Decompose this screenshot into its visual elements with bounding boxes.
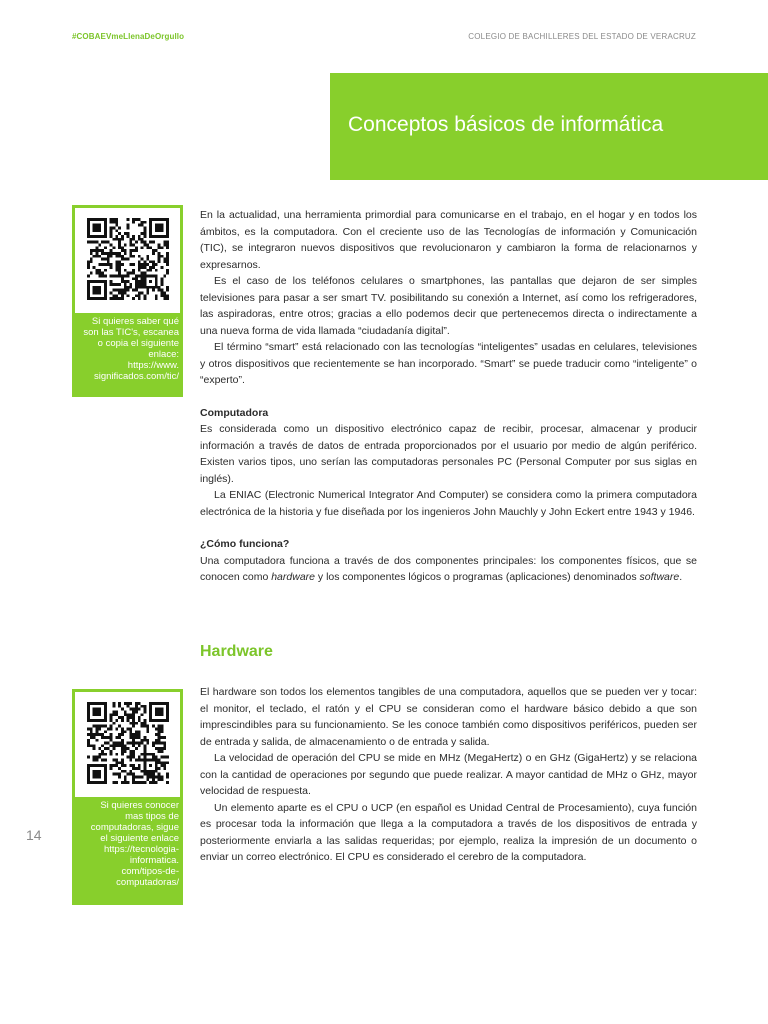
hardware-content — [200, 684, 697, 866]
qr-code-icon — [87, 700, 169, 786]
como-funciona-paragraph: Una computadora funciona a través de dos componentes principales: los componentes físicos, que se conocen como hardware y los componentes lógicos o programas (aplicaciones) denominados software. — [200, 554, 697, 583]
qr-caption-line: Si quieres conocer — [100, 800, 179, 811]
qr-link-text[interactable]: com/tipos-de- — [121, 866, 179, 877]
qr-caption-line: mas tipos de — [125, 811, 179, 822]
page-title: Conceptos básicos de informática — [348, 113, 664, 136]
qr-sidebox-computadoras — [72, 689, 183, 905]
qr-caption-computadoras — [76, 800, 179, 888]
intro-paragraph: El término “smart” está relacionado con las tecnologías “inteligentes” usadas en celulares, televisiones y otros dispositivos que recientemente se han incorporado. “Smart” se puede traducir como “inteligente” o “experto”. — [200, 341, 697, 386]
software-term: software — [639, 571, 680, 583]
qr-link-text[interactable]: https://www. — [127, 360, 179, 371]
hardware-paragraph: El hardware son todos los elementos tangibles de una computadora, aquellos que se pueden ver y tocar: el monitor, el teclado, el ratón y el CPU se consideran como el hardware básico debido a que son imprescindibles para su funcionamiento. Se les conoce también como dispositivos periféricos, pueden ser de entrada y salida, de almacenamiento o de entrada y salida. — [200, 686, 697, 748]
qr-caption-line: enlace: — [148, 349, 179, 360]
main-content — [200, 207, 697, 586]
intro-paragraph: Es el caso de los teléfonos celulares o smartphones, las pantallas que dejaron de ser simples televisiones para pasar a ser smart TV. posibilitando su conexión a Internet, así como los refrigeradores, las aspiradoras, entre otros; gracias a ello podemos decir que pertenecemos directa o indirectamente a una nueva forma de vida llamada “ciudadanía digital”. — [200, 275, 697, 337]
hardware-term: hardware — [271, 571, 315, 583]
qr-link-text[interactable]: significados.com/tic/ — [93, 371, 179, 382]
qr-caption-line: son las TIC's, escanea — [83, 327, 179, 338]
qr-code-computadoras[interactable] — [75, 692, 180, 797]
qr-code-icon — [87, 216, 169, 302]
hardware-paragraph: La velocidad de operación del CPU se mide en MHz (MegaHertz) o en GHz (GigaHertz) y se relaciona con la cantidad de operaciones por segundo que puede realizar. A mayor cantidad de MHz o GHz, mayor velocidad de respuesta. — [200, 752, 697, 797]
header-hashtag: #COBAEVmeLlenaDeOrgullo — [72, 32, 185, 41]
qr-link-text[interactable]: https://tecnologia- — [104, 844, 179, 855]
qr-caption-line: o copia el siguiente — [97, 338, 179, 349]
header-college-name: COLEGIO DE BACHILLERES DEL ESTADO DE VERACRUZ — [468, 32, 696, 41]
section-heading-como-funciona: ¿Cómo funciona? — [200, 538, 290, 550]
qr-sidebox-tic — [72, 205, 183, 397]
section-heading-computadora: Computadora — [200, 406, 269, 419]
intro-paragraph: En la actualidad, una herramienta primordial para comunicarse en el trabajo, en el hogar y en todos los ámbitos, es la computadora. Con el creciente uso de las Tecnologías de información y Comunicación (TIC), se integraron nuevos dispositivos que revolucionaron y cambiaron la forma de relacionarnos y expresarnos. — [200, 209, 697, 271]
section-heading-hardware: Hardware — [200, 643, 273, 660]
qr-code-tic[interactable] — [75, 208, 180, 313]
computadora-paragraph: La ENIAC (Electronic Numerical Integrator And Computer) se considera como la primera computadora electrónica de la historia y fue diseñada por los ingenieros John Mauchly y John Eckert entre 1943 y 1946. — [200, 489, 697, 518]
qr-caption-line: computadoras, sigue — [90, 822, 179, 833]
computadora-paragraph: Es considerada como un dispositivo electrónico capaz de recibir, procesar, almacenar y producir información a través de datos de entrada proporcionados por el usuario por medio de algún periférico. Existen varios tipos, uno serían las computadoras personales PC (Personal Computer por sus siglas en inglés). — [200, 423, 697, 485]
qr-caption-tic — [76, 316, 179, 382]
qr-link-text[interactable]: computadoras/ — [116, 877, 179, 888]
hardware-paragraph: Un elemento aparte es el CPU o UCP (en español es Unidad Central de Procesamiento), cuya función es procesar toda la información que llega a la computadora a través de los dispositivos de entrada y posteriormente enviarla a las salidas requeridas; por ejemplo, realiza la impresión de un documento o enviar un correo electrónico. El CPU es considerado el cerebro de la computadora. — [200, 801, 697, 863]
qr-caption-line: el siguiente enlace — [100, 833, 179, 844]
title-banner — [330, 73, 768, 180]
page-number: 14 — [26, 827, 42, 843]
qr-caption-line: Si quieres saber qué — [91, 316, 179, 327]
qr-link-text[interactable]: informatica. — [129, 855, 179, 866]
